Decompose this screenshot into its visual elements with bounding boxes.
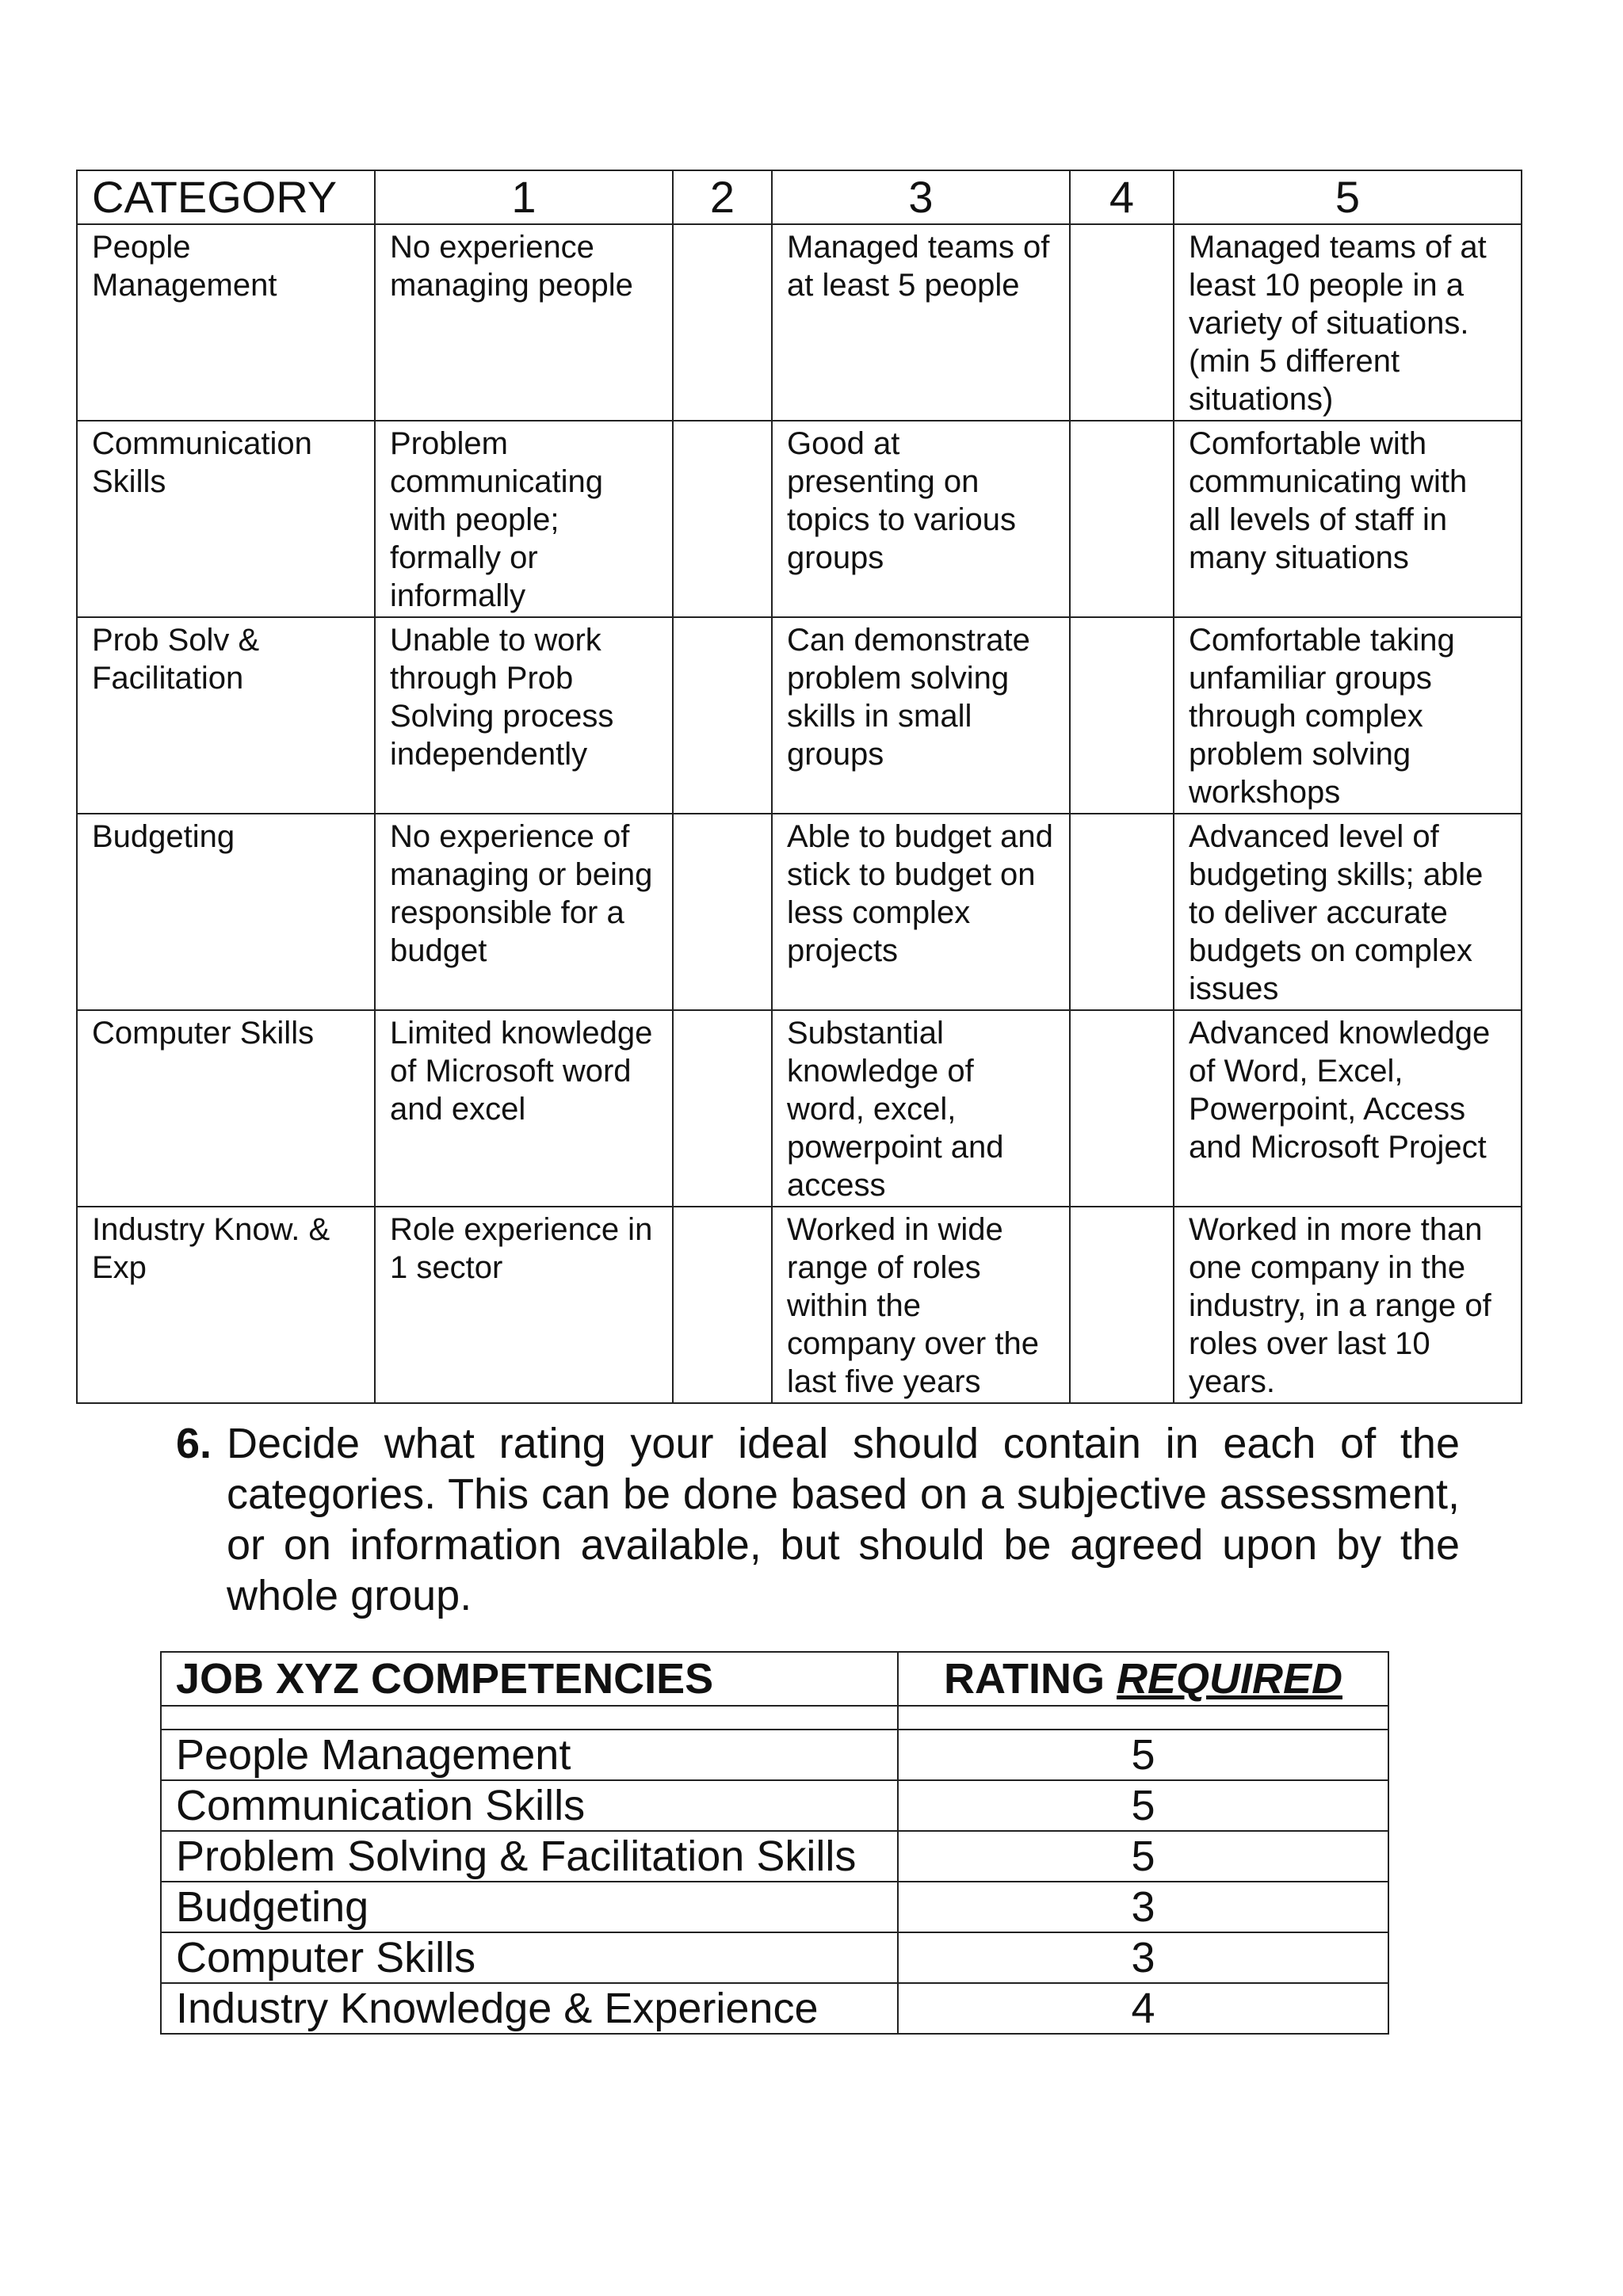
rubric-category-cell: People Management (77, 224, 375, 421)
rubric-header-2: 2 (673, 170, 772, 224)
rubric-category-cell: Budgeting (77, 814, 375, 1010)
rubric-level-1-cell: Limited knowledge of Microsoft word and excel (375, 1010, 673, 1207)
competency-name: Computer Skills (161, 1932, 898, 1983)
rubric-header-5: 5 (1174, 170, 1522, 224)
rubric-level-2-cell (673, 1207, 772, 1403)
competency-name: Communication Skills (161, 1780, 898, 1831)
rubric-level-1-cell: Unable to work through Prob Solving process independently (375, 617, 673, 814)
rubric-level-4-cell (1070, 1207, 1174, 1403)
rubric-level-3-cell: Substantial knowledge of word, excel, powerpoint and access (772, 1010, 1070, 1207)
competency-name: Industry Knowledge & Experience (161, 1983, 898, 2034)
competencies-spacer-row (161, 1706, 1388, 1730)
rubric-level-2-cell (673, 814, 772, 1010)
rubric-level-1-cell: No experience managing people (375, 224, 673, 421)
rating-header-prefix: RATING (943, 1655, 1117, 1703)
rubric-level-4-cell (1070, 421, 1174, 617)
rubric-level-5-cell: Managed teams of at least 10 people in a variety of situations. (min 5 different situations) (1174, 224, 1522, 421)
rubric-level-2-cell (673, 1010, 772, 1207)
rubric-level-1-cell: Problem communicating with people; formally or informally (375, 421, 673, 617)
rubric-header-category: CATEGORY (77, 170, 375, 224)
rubric-level-1-cell: Role experience in 1 sector (375, 1207, 673, 1403)
rubric-row (77, 1010, 1522, 1207)
competency-row (161, 1932, 1388, 1983)
competency-rating: 3 (898, 1932, 1388, 1983)
competency-rating: 5 (898, 1780, 1388, 1831)
rubric-level-5-cell: Comfortable with communicating with all levels of staff in many situations (1174, 421, 1522, 617)
rubric-level-2-cell (673, 224, 772, 421)
competency-row (161, 1882, 1388, 1932)
rubric-category-cell: Computer Skills (77, 1010, 375, 1207)
competency-rating: 5 (898, 1831, 1388, 1882)
rubric-level-3-cell: Good at presenting on topics to various groups (772, 421, 1070, 617)
rubric-header-4: 4 (1070, 170, 1174, 224)
competency-row (161, 1831, 1388, 1882)
rubric-level-4-cell (1070, 814, 1174, 1010)
competency-row (161, 1780, 1388, 1831)
competency-row (161, 1983, 1388, 2034)
rubric-level-3-cell: Able to budget and stick to budget on less complex projects (772, 814, 1070, 1010)
competency-name: Problem Solving & Facilitation Skills (161, 1831, 898, 1882)
competency-name: People Management (161, 1730, 898, 1780)
rubric-row (77, 1207, 1522, 1403)
competencies-header-name: JOB XYZ COMPETENCIES (161, 1652, 898, 1706)
rubric-level-5-cell: Advanced level of budgeting skills; able to deliver accurate budgets on complex issues (1174, 814, 1522, 1010)
competency-name: Budgeting (161, 1882, 898, 1932)
rubric-level-3-cell: Managed teams of at least 5 people (772, 224, 1070, 421)
rubric-level-5-cell: Worked in more than one company in the industry, in a range of roles over last 10 years. (1174, 1207, 1522, 1403)
rubric-row (77, 617, 1522, 814)
step-number: 6. (176, 1420, 212, 1467)
step-6-instruction (176, 1418, 1460, 1621)
rubric-level-3-cell: Can demonstrate problem solving skills in small groups (772, 617, 1070, 814)
rubric-level-1-cell: No experience of managing or being responsible for a budget (375, 814, 673, 1010)
job-competencies-table (160, 1651, 1389, 2035)
competency-rating: 5 (898, 1730, 1388, 1780)
rubric-category-cell: Communication Skills (77, 421, 375, 617)
rubric-level-2-cell (673, 617, 772, 814)
rubric-level-4-cell (1070, 224, 1174, 421)
competencies-header-rating (898, 1652, 1388, 1706)
rubric-row (77, 421, 1522, 617)
rubric-level-4-cell (1070, 617, 1174, 814)
rubric-category-cell: Industry Know. & Exp (77, 1207, 375, 1403)
rubric-header-3: 3 (772, 170, 1070, 224)
competency-rubric-table (76, 170, 1522, 1404)
rubric-category-cell: Prob Solv & Facilitation (77, 617, 375, 814)
competency-rating: 4 (898, 1983, 1388, 2034)
rubric-row (77, 224, 1522, 421)
rating-header-emphasis: REQUIRED (1116, 1655, 1342, 1703)
competency-rating: 3 (898, 1882, 1388, 1932)
rubric-level-4-cell (1070, 1010, 1174, 1207)
rubric-header-1: 1 (375, 170, 673, 224)
competencies-header-row (161, 1652, 1388, 1706)
rubric-level-3-cell: Worked in wide range of roles within the company over the last five years (772, 1207, 1070, 1403)
rubric-level-2-cell (673, 421, 772, 617)
rubric-row (77, 814, 1522, 1010)
competency-row (161, 1730, 1388, 1780)
rubric-header-row (77, 170, 1522, 224)
rubric-level-5-cell: Advanced knowledge of Word, Excel, Powerpoint, Access and Microsoft Project (1174, 1010, 1522, 1207)
step-text: Decide what rating your ideal should contain in each of the categories. This can be done based on a subjective assessment, or on information available, but should be agreed upon by the whole group. (227, 1420, 1460, 1619)
rubric-level-5-cell: Comfortable taking unfamiliar groups through complex problem solving workshops (1174, 617, 1522, 814)
